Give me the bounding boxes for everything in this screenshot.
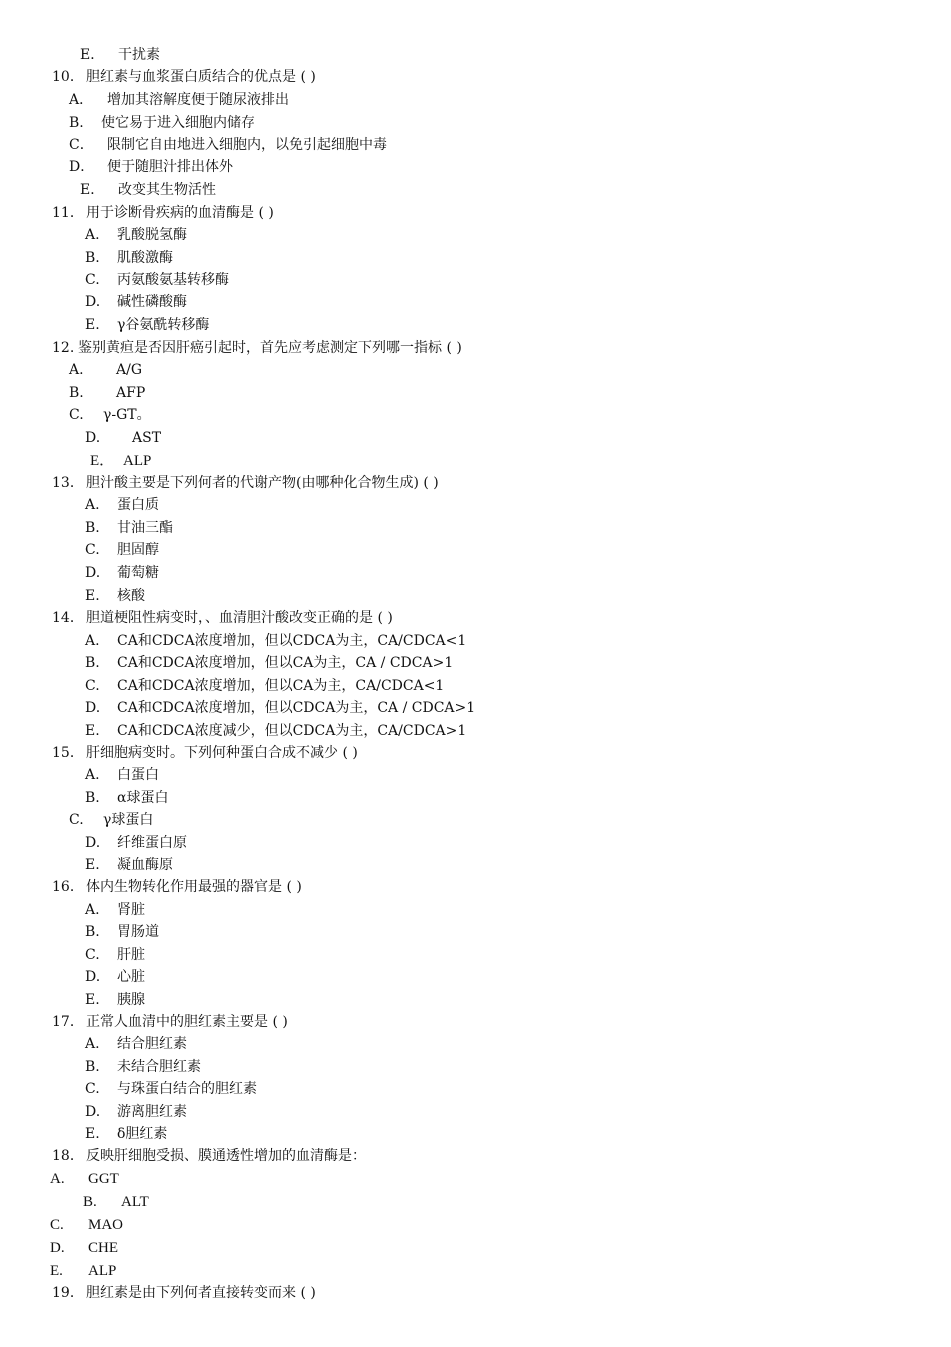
option-line: B. 甘油三酯 <box>85 520 173 536</box>
option-line: B. 未结合胆红素 <box>85 1059 201 1075</box>
option-line: D. AST <box>85 430 162 446</box>
question-line: 19． 胆红素是由下列何者直接转变而来 ( ) <box>52 1285 316 1301</box>
option-line: E. γ谷氨酰转移酶 <box>85 317 210 333</box>
option-line: A． 增加其溶解度便于随尿液排出 <box>69 92 289 108</box>
option-line: E. 凝血酶原 <box>85 857 173 873</box>
option-line: B. α球蛋白 <box>85 790 169 806</box>
question-line: 17． 正常人血清中的胆红素主要是 ( ) <box>52 1014 288 1030</box>
option-line: D． 便于随胆汁排出体外 <box>69 159 233 175</box>
option-line: A. 乳酸脱氢酶 <box>85 227 187 243</box>
option-line: C. 与珠蛋白结合的胆红素 <box>85 1081 257 1097</box>
option-line: C. 胆固醇 <box>85 542 159 558</box>
option-line: E． ALP <box>90 453 152 469</box>
question-line: 14． 胆道梗阻性病变时，、血清胆汁酸改变正确的是 ( ) <box>52 610 393 626</box>
option-line: B. AFP <box>69 385 146 401</box>
option-line: C． 限制它自由地进入细胞内，以免引起细胞中毒 <box>69 137 387 153</box>
option-line: D. CHE <box>50 1240 118 1256</box>
question-line: 16． 体内生物转化作用最强的器官是 ( ) <box>52 879 302 895</box>
option-line: C. CA和CDCA浓度增加，但以CA为主，CA/CDCA<1 <box>85 678 445 694</box>
option-line: D. 碱性磷酸酶 <box>85 294 187 310</box>
question-line: 18． 反映肝细胞受损、膜通透性增加的血清酶是： <box>52 1148 366 1164</box>
option-line: A. GGT <box>50 1171 119 1187</box>
option-line: D. 心脏 <box>85 969 145 985</box>
option-line: C. γ-GT。 <box>69 407 151 423</box>
question-line: 10． 胆红素与血浆蛋白质结合的优点是 ( ) <box>52 69 316 85</box>
option-line: E. 核酸 <box>85 588 145 604</box>
option-line: E. δ胆红素 <box>85 1126 168 1142</box>
question-line: 13． 胆汁酸主要是下列何者的代谢产物(由哪种化合物生成) ( ) <box>52 475 439 491</box>
option-line: A. 结合胆红素 <box>85 1036 187 1052</box>
option-line: C. γ球蛋白 <box>69 812 154 828</box>
option-line: E． 干扰素 <box>80 47 160 63</box>
option-line: A. A/G <box>69 362 143 378</box>
option-line: A. 肾脏 <box>85 902 145 918</box>
option-line: B. 胃肠道 <box>85 924 159 940</box>
option-line: C. 肝脏 <box>85 947 145 963</box>
option-line: A. CA和CDCA浓度增加，但以CDCA为主，CA/CDCA<1 <box>85 633 467 649</box>
option-line: D. 葡萄糖 <box>85 565 159 581</box>
option-line: E． 改变其生物活性 <box>80 182 216 198</box>
option-line: B. ALT <box>83 1194 149 1210</box>
option-line: B. 使它易于进入细胞内储存 <box>69 115 255 131</box>
option-line: D. 游离胆红素 <box>85 1104 187 1120</box>
option-line: B. CA和CDCA浓度增加，但以CA为主，CA / CDCA>1 <box>85 655 454 671</box>
option-line: D. CA和CDCA浓度增加，但以CDCA为主，CA / CDCA>1 <box>85 700 476 716</box>
option-line: E. ALP <box>50 1263 117 1279</box>
option-line: A. 蛋白质 <box>85 497 159 513</box>
option-line: E. 胰腺 <box>85 992 145 1008</box>
option-line: C. MAO <box>50 1217 124 1233</box>
option-line: E. CA和CDCA浓度减少，但以CDCA为主，CA/CDCA>1 <box>85 723 467 739</box>
question-line: 15． 肝细胞病变时。下列何种蛋白合成不减少 ( ) <box>52 745 358 761</box>
option-line: B. 肌酸激酶 <box>85 250 173 266</box>
question-line: 11． 用于诊断骨疾病的血清酶是 ( ) <box>52 205 274 221</box>
option-line: C. 丙氨酸氨基转移酶 <box>85 272 229 288</box>
option-line: A. 白蛋白 <box>85 767 159 783</box>
question-line: 12. 鉴别黄疸是否因肝癌引起时，首先应考虑测定下列哪一指标 ( ) <box>52 340 462 356</box>
option-line: D. 纤维蛋白原 <box>85 835 187 851</box>
